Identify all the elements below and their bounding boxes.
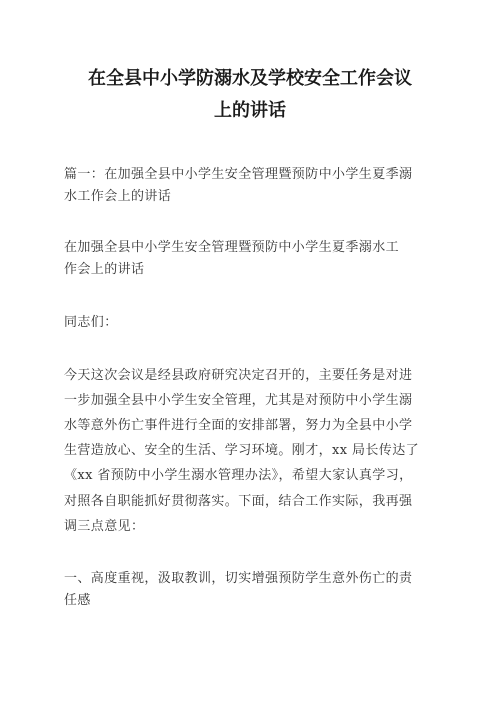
section-1-line-2: 任感 — [64, 593, 91, 608]
body-1-line-3: 水等意外伤亡事件进行全面的安排部署，努力为全县中小学 — [64, 418, 413, 433]
document-title-line-1: 在全县中小学防溺水及学校安全工作会议 — [88, 68, 412, 89]
body-1-line-5: 《xx 省预防中小学生溺水管理办法》，希望大家认真学习， — [64, 468, 413, 483]
body-1-line-6: 对照各自职能抓好贯彻落实。下面，结合工作实际，我再强 — [64, 494, 413, 509]
salutation-line: 同志们： — [64, 315, 118, 330]
document-title-line-2: 上的讲话 — [214, 100, 286, 121]
body-1-line-2: 一步加强全县中小学生安全管理，尤其是对预防中小学生溺 — [64, 393, 413, 408]
heading-1-line-1: 篇一：在加强全县中小学生安全管理暨预防中小学生夏季溺 — [64, 167, 413, 182]
section-1-line-1: 一、高度重视，汲取教训，切实增强预防学生意外伤亡的责 — [64, 571, 413, 586]
heading-2-line-1: 在加强全县中小学生安全管理暨预防中小学生夏季溺水工 — [64, 240, 400, 255]
body-1-line-7: 调三点意见： — [64, 519, 145, 534]
body-1-line-4: 生营造放心、安全的生活、学习环境。刚才，xx 局长传达了 — [64, 443, 419, 458]
body-1-line-1: 今天这次会议是经县政府研究决定召开的，主要任务是对进 — [64, 368, 413, 383]
heading-1-line-2: 水工作会上的讲话 — [64, 189, 172, 204]
heading-2-line-2: 作会上的讲话 — [64, 262, 145, 277]
